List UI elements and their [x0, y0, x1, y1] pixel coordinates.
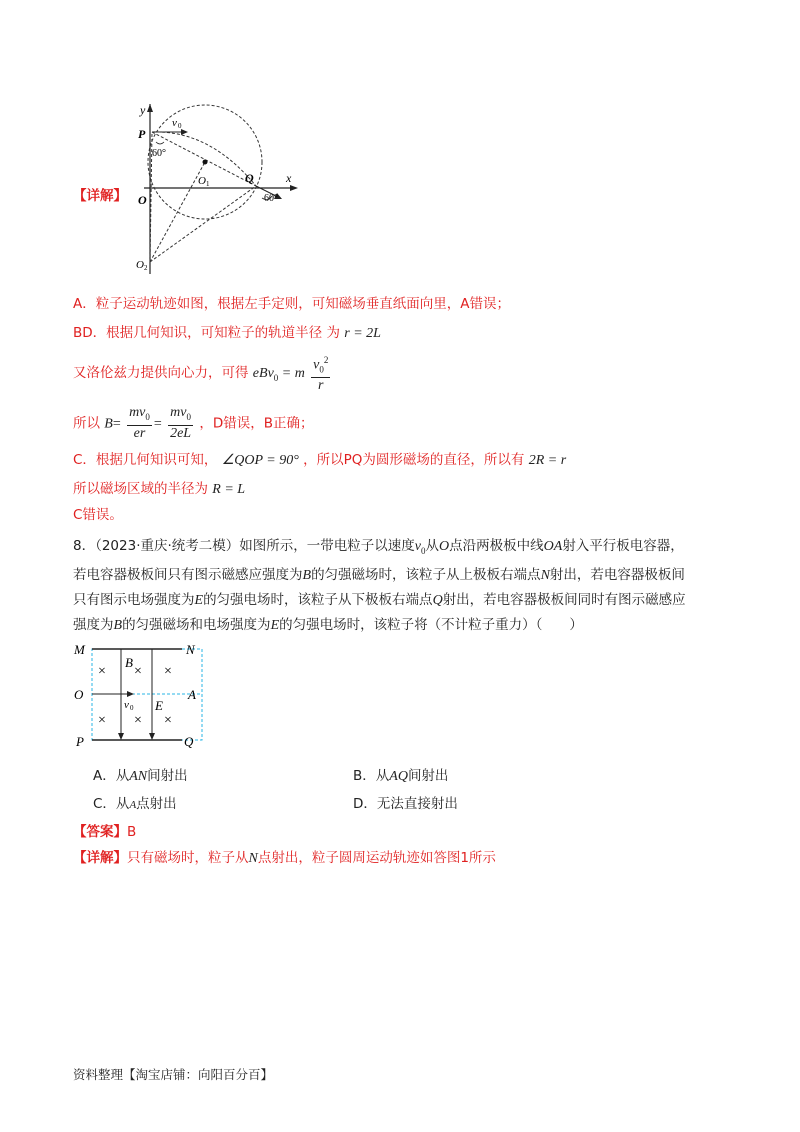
field-cross-2: × — [134, 664, 142, 679]
label-n: N — [186, 642, 195, 657]
q8-text3c: 射出，若电容器极板间同时有图示磁感应 — [442, 591, 686, 608]
angle-p-label: 60° — [152, 148, 166, 159]
so-frac1-den: er — [133, 425, 146, 441]
answer-value: B — [127, 824, 137, 840]
answer-tag: 【答案】 — [73, 824, 127, 840]
footer-text: 资料整理【淘宝店铺：向阳百分百】 — [73, 1067, 274, 1082]
label-b: B — [125, 655, 133, 670]
field-cross-1: × — [98, 664, 106, 679]
q8-text4c: 的匀强电场时，该粒子将（不计粒子重力）（ ） — [279, 616, 583, 633]
detail2-b: 点射出，粒子圆周运动轨迹如答图1所示 — [257, 850, 496, 866]
o2-sub: 2 — [144, 264, 148, 272]
line-bd — [73, 323, 381, 344]
detail2-n: N — [248, 851, 258, 866]
lorentz-lhs-sub: 0 — [273, 373, 279, 384]
q8-n: N — [540, 567, 550, 583]
q8-text1c: 点沿两极板中线 — [449, 538, 544, 554]
line-c — [73, 450, 566, 471]
option-d[interactable]: D．无法直接射出 — [353, 796, 458, 812]
option-a[interactable] — [93, 764, 188, 785]
q8-line3 — [73, 588, 733, 613]
line-c-prefix: C．根据几何知识可知， — [73, 452, 218, 468]
q8-b: B — [302, 567, 312, 583]
option-b-prefix: B．从 — [353, 768, 390, 784]
line-so-prefix: 所以 — [73, 415, 100, 432]
capacitor-figure — [70, 640, 220, 755]
q8-q: Q — [432, 592, 443, 608]
answer-line — [73, 820, 136, 840]
trajectory-figure — [130, 102, 300, 282]
line-bd-text: BD．根据几何知识，可知粒子的轨道半径 为 — [73, 325, 340, 341]
line-c-eq: 2R = r — [528, 453, 567, 468]
q8-source: （2023·重庆·统考二模） — [95, 538, 240, 554]
q8-text2a: 若电容器极板间只有图示磁感应强度为 — [73, 566, 303, 583]
line-r-prefix: 所以磁场区域的半径为 — [73, 481, 208, 497]
line-lorentz-text: 又洛伦兹力提供向心力，可得 — [73, 365, 249, 382]
label-p: P — [76, 734, 84, 749]
line-lorentz — [73, 352, 332, 394]
label-v-sub: 0 — [130, 704, 134, 712]
q8-oa: OA — [543, 539, 563, 554]
lorentz-eq: = m — [278, 366, 305, 382]
line-r-eq: R = L — [212, 482, 246, 497]
q8-text3b: 的匀强电场时，该粒子从下极板右端点 — [203, 591, 433, 608]
lorentz-num: v — [313, 357, 320, 373]
point-q-label: Q — [245, 171, 254, 185]
line-so: 所以 B= $\frac{mv_0}{er}$ = $\frac{mv_0}{2eL}$ ，D错误，B正确； — [73, 405, 314, 441]
option-a-prefix: A．从 — [93, 768, 130, 784]
line-c-wrong: C错误。 — [73, 507, 123, 523]
q8-e: E — [194, 592, 204, 608]
q8-line4 — [73, 613, 733, 638]
label-m: M — [74, 642, 85, 657]
so-frac-2 — [168, 405, 193, 442]
option-a-math: AN — [129, 769, 148, 784]
q8-text2b: 的匀强磁场时，该粒子从上极板右端点 — [311, 566, 541, 583]
q8-number: 8． — [73, 538, 96, 554]
field-cross-6: × — [164, 713, 172, 728]
detail-tag: 【详解】 — [73, 188, 127, 204]
field-cross-4: × — [98, 713, 106, 728]
q8-line2 — [73, 563, 733, 588]
label-q: Q — [184, 734, 194, 749]
so-frac1-num-sub: 0 — [145, 411, 150, 422]
label-e: E — [155, 698, 163, 713]
line-c-angle: ∠QOP = 90° — [221, 453, 299, 468]
detail2-tag: 【详解】 — [73, 850, 127, 866]
option-c-suffix: 点射出 — [136, 796, 177, 812]
angle-q-label: 60° — [264, 193, 278, 204]
q8-line1 — [73, 534, 733, 563]
line-c-mid: ，所以PQ为圆形磁场的直径，所以有 — [303, 452, 525, 468]
option-b-suffix: 间射出 — [407, 768, 449, 784]
q8-text1a: 如图所示，一带电粒子以速度 — [239, 538, 415, 554]
label-a: A — [188, 687, 196, 702]
option-b-math: AQ — [389, 769, 408, 784]
so-frac2-num-sub: 0 — [186, 411, 191, 422]
o1-sub: 1 — [206, 180, 210, 188]
so-frac1-num: mv — [129, 405, 146, 420]
q8-text4b: 的匀强磁场和电场强度为 — [122, 616, 271, 633]
q8-text1d: 射入平行板电容器， — [562, 538, 684, 554]
o2-label: O — [136, 259, 144, 271]
q8-b-2: B — [113, 617, 123, 633]
o1-label: O — [198, 175, 206, 187]
lorentz-num-sub: 0 — [319, 364, 324, 375]
line-a: A．粒子运动轨迹如图，根据左手定则，可知磁场垂直纸面向里，A错误； — [73, 296, 510, 312]
y-axis-label: y — [140, 103, 146, 117]
option-c-math: A — [129, 799, 137, 811]
q8-o: O — [439, 539, 450, 554]
label-v: v — [124, 699, 129, 711]
lorentz-num-sup: 2 — [323, 355, 329, 365]
option-c-prefix: C．从 — [93, 796, 130, 812]
field-cross-3: × — [164, 664, 172, 679]
field-cross-5: × — [134, 713, 142, 728]
option-c[interactable] — [93, 792, 177, 812]
label-o: O — [74, 687, 84, 702]
q8-e-2: E — [270, 617, 280, 633]
q8-text1b: 从 — [425, 538, 440, 554]
x-axis-label: x — [286, 171, 292, 185]
v0-label: v — [172, 117, 177, 129]
detail-2-line — [73, 846, 496, 867]
q8-text2c: 射出，若电容器极板间 — [549, 566, 685, 583]
q8-text4a: 强度为 — [73, 616, 114, 633]
q8-v0-sub: 0 — [421, 545, 426, 556]
line-r — [73, 479, 245, 500]
question-8-text — [73, 534, 733, 638]
lorentz-den: r — [318, 378, 324, 394]
so-frac-1 — [127, 405, 152, 442]
lorentz-frac — [311, 352, 330, 394]
point-p-label: P — [138, 127, 146, 141]
so-frac2-num: mv — [170, 405, 187, 420]
option-a-suffix: 间射出 — [147, 768, 188, 784]
so-frac2-den: 2eL — [170, 425, 192, 441]
line-so-suffix: ，D错误，B正确； — [199, 415, 314, 432]
line-bd-math: r = 2L — [344, 326, 381, 341]
origin-label: O — [138, 193, 147, 207]
q8-text3a: 只有图示电场强度为 — [73, 591, 195, 608]
lorentz-lhs: eBv — [252, 366, 274, 382]
option-b[interactable] — [353, 764, 448, 785]
q8-v0: v — [414, 539, 422, 554]
line-so-b: B — [104, 416, 113, 432]
detail2-a: 只有磁场时，粒子从 — [127, 850, 249, 866]
v0-sub: 0 — [178, 122, 182, 130]
